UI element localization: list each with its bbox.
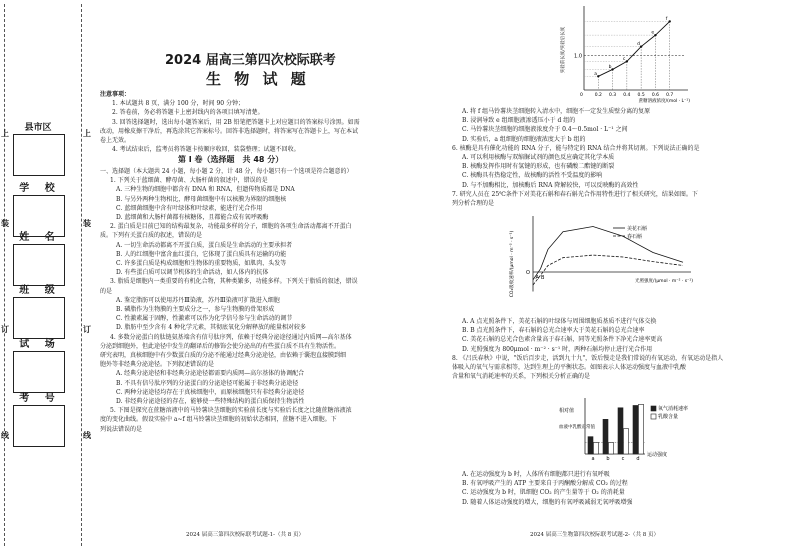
bar-lactate [594,442,599,454]
note-3-cont2: 卷上无效。 [100,137,131,145]
footer-left: 2024 届高三第四次校际联考试题-1-（共 8 页） [186,532,304,538]
questions-right [452,107,790,208]
x-tick-label: 0.7 [666,93,674,98]
binding-line-outer [4,4,5,546]
x-tick-label: 0.5 [637,93,645,98]
side-mark-ding-2: 订 [83,325,91,334]
binding-line-inner [81,4,82,546]
x-tick-label: c [621,456,625,462]
q1-stem: 1. 下列关于蓝细菌、酵母菌、大肠杆菌的叙述中，错误的是 [110,177,268,185]
field-label-school: 学 校 [19,183,61,194]
q7-option-c: C. 美花石斛的总光合色素含量高于春石斛，同等光照条件下净光合速率更高 [462,336,663,344]
q3-option-d: D. 脂肪中至少含有 4 种化学元素，其彻底氧化分解释放的能量相对较多 [116,324,307,332]
q4-stem-2: 分泌到细胞外，但此途径中发生的翻译后的修饰会使分泌出的有些蛋白质不具有生物活性。 [100,342,341,350]
q8-chart [545,392,715,467]
questions-right-2 [452,317,790,381]
point-label: e [651,30,655,36]
footer-right: 2024 届高三生物第四次校际联考试题-2-（共 8 页） [530,532,659,538]
side-mark-zhuang-2: 装 [83,219,91,228]
legend-label-1: 氧气消耗速率 [658,406,689,412]
q8-option-d: D. 随着人体运动强度的增大，细胞的有氧呼吸减弱无氧呼吸增强 [462,498,633,506]
notes-heading: 注意事项： [100,91,131,98]
field-label-class: 班 级 [19,285,61,296]
note-3-cont: 改动，用橡皮擦干净后，再选涂其它答案标号。回答非选择题时，将答案写在答题卡上，写在本试 [100,127,359,135]
q3-option-a: A. 鉴定脂肪可以使用苏丹Ⅲ染液，苏丹Ⅲ染液可扩散进入细胞 [116,296,280,304]
bar-lactate [609,442,614,454]
note-4: 4. 考试结束后，监考员将答题卡按顺序收回，装袋整理；试题不回收。 [112,146,300,154]
q3-option-b: B. 磷脂作为生物膜的主要成分之一，参与生物膜的骨架形成 [116,306,275,314]
q8-stem-1: 8. 《吕氏春秋》中说，"饭后百步走，活到九十九"，饭后慢走是我们常说的有氧运动，有氧运动是指人 [452,354,724,362]
q5-option-b: B. 浸润导致 e 组细胞液渗透压小于 d 组的 [462,117,576,125]
q8-stem-2: 体吸入的氧气与需求相等，达到生理上的平衡状态。如图表示人体运动强度与血液中乳酸 [452,364,687,372]
q5-stem-2: 度的变化曲线。假设实验中 a~f 组马铃薯块茎细胞的初始状态相同，蔗糖不进入细胞。下 [100,416,337,424]
q1-option-d: D. 蓝细菌和大肠杆菌都有核糖体，且都能合成有氧呼吸酶 [116,214,269,222]
section-intro: 一、选择题（本大题共 24 小题，每小题 2 分，计 48 分，每小题只有一个选项是符合题意的） [100,168,353,175]
bar-oxygen [603,419,608,454]
x-tick-label: a [591,456,595,462]
q6-option-d: D. 与不加酶相比，加核酶后 RNA 降解较快，可以反映酶的高效性 [462,181,639,189]
x-tick-label: 0.6 [651,93,660,98]
q1-option-c: C. 蓝细菌细胞中含有叶绿体和叶绿素，能进行光合作用 [116,204,263,212]
notes-block [100,90,422,154]
bar-oxygen [633,405,638,454]
subject-title: 生 物 试 题 [206,70,310,88]
q5-chart [558,2,694,108]
q2-option-a: A. 一切生命活动都离不开蛋白质，蛋白质是生命活动的主要承担者 [116,241,293,249]
x-tick-label: 0.2 [594,93,602,98]
x-axis-label: 蔗糖溶液浓度/(mol · L⁻¹) [638,99,690,104]
side-mark-xian-2: 线 [83,431,91,440]
x-axis-label: 光照强度/(μmol · m⁻² · s⁻¹) [635,279,693,284]
q8-stem-3: 含量和氧气消耗速率的关系，下列相关分析正确的是 [452,373,591,381]
side-mark-xian: 线 [1,431,9,440]
exam-title: 2024 届高三第四次校际联考 [165,53,336,68]
q4-stem-4: 胞外等非经典分泌途径。下列叙述错误的是 [100,361,215,369]
bar-oxygen [588,437,593,454]
q7-option-a: A. A 点光照条件下，美花石斛的叶绿体与周围细胞质基质不进行气体交换 [462,318,657,325]
q3-stem-2: 的是 [100,287,113,295]
q4-stem-1: 4. 多数分泌蛋白的肽链氨基端含有信号肽序列，依赖于经典分泌途径通过内质网—高尔基体 [110,333,352,341]
binding-strip [0,0,96,550]
legend-swatch-2 [651,414,656,419]
section-title: 第 Ⅰ 卷（选择题 共 48 分） [178,155,284,164]
y-axis-label: 实验前长度/实验后长度 [561,26,566,74]
field-box-name[interactable] [13,244,65,286]
q6-option-c: C. 核酶具有热稳定性，故核酶的活性不受温度的影响 [462,172,603,180]
side-mark-ding: 订 [1,325,9,334]
q8-option-b: B. 有氧呼吸产生的 ATP 主要来自于丙酮酸分解成 CO₂ 的过程 [462,480,628,488]
q3-stem-1: 3. 脂质是细胞内一类重要的有机化合物，其种类繁多，功能多样。下列关于脂质的叙述，错误 [110,278,358,286]
q4-option-b: B. 不具有信号肽序列的分泌蛋白的分泌途径可能属于非经典分泌途径 [116,379,299,387]
y-axis-label: 相对值 [559,408,575,414]
q6-stem: 6. 核酶是具有催化功能的 RNA 分子，能与特定的 RNA 结合并将其切割。下列说法正确的是 [452,144,700,152]
field-box-room[interactable] [13,351,65,393]
q5-option-a: A. 将 f 组马铃薯块茎细胞转入清水中，细胞不一定发生质壁分离的复原 [462,108,651,115]
x-tick-label: b [606,456,610,462]
q2-stem-1: 2. 蛋白质是目前已知的结构最复杂，功能最多样的分子，细胞的各项生命活动都离不开蛋白 [110,223,352,231]
x-tick-label: 0.3 [608,93,617,98]
legend-label-2: 春石斛 [627,234,643,240]
bar-lactate [639,404,644,454]
q4-option-c: C. 两种分泌途径均存在于真核细胞中，而原核细胞只有非经典分泌途径 [116,388,305,396]
q3-option-c: C. 性激素属于固醇，性激素可以作为化学信号参与生命活动的调节 [116,315,293,323]
origin-label: 0 [580,93,583,98]
q2-option-d: D. 有些蛋白质可以调节机体的生命活动，如人体内的抗体 [116,269,269,277]
q6-option-a: A. 可以利用核酶与双缩脲试剂的颜色反应确定其化学本质 [462,154,615,162]
point-label: c [622,56,626,62]
y-tick-label: 1.0 [574,53,582,60]
q4-option-a: A. 经典分泌途径和非经典分泌途径都需要内质网—高尔基体的协调配合 [116,370,305,378]
field-box-number[interactable] [13,405,65,447]
note-3: 3. 回答选择题时，选出每小题答案后，用 2B 铅笔把答题卡上对应题目的答案标号涂黑。如需 [112,118,360,126]
side-mark-zhuang: 装 [1,219,9,228]
y-axis-label: CO₂吸收速率/(μmol · m⁻² · s⁻¹) [510,230,515,298]
point-label: d [637,42,641,48]
bar-oxygen [618,408,623,454]
q7-stem-2: 列分析合理的是 [452,200,495,208]
side-mark-shang: 上 [1,129,9,138]
q2-option-c: C. 许多蛋白质是构成细胞和生物体的重要物质，如肌肉、头发等 [116,260,287,268]
legend-swatch-1 [651,406,656,411]
q2-stem-2: 质。下列有关蛋白质的叙述，错误的是 [100,232,203,240]
q7-option-b: B. B 点光照条件下，春石斛的总光合速率大于美花石斛的总光合速率 [462,327,645,335]
x-tick-label: d [636,456,640,462]
side-mark-shang-2: 上 [83,129,91,138]
questions-right-3 [452,470,790,507]
point-label: b [608,64,612,70]
y-level-label: 血液中乳酸正常值 [559,425,595,430]
field-box-county[interactable] [13,134,65,176]
point-label: a [594,71,598,77]
field-label-county: 县市区 [24,123,52,133]
q4-option-d: D. 非经典分泌途径的存在，能够使一些特殊结构的蛋白质保持生物活性 [116,398,305,406]
x-axis-label: 运动强度 [647,452,668,458]
note-1: 1. 本试题共 8 页，满分 100 分，时间 90 分钟； [112,100,244,108]
field-label-room: 试 场 [19,339,61,350]
field-label-name: 姓 名 [19,232,61,243]
q7-stem-1: 7. 研究人员在 25℃条件下对美花石斛和春石斛光合作用特性进行了相关研究，结果如图。下 [452,190,698,198]
field-label-number: 考 号 [19,393,61,404]
q7-option-d: D. 光照强度为 800μmol · m⁻² · s⁻¹ 时，两种石斛均停止进行光合作用 [462,345,653,353]
point-label: f [665,16,668,22]
point-b-label: B [541,275,545,281]
questions-left [100,167,422,434]
q5-stem-3: 列说法错误的是 [100,425,143,433]
origin-label: O [526,270,530,276]
q8-option-a: A. 在运动强度为 b 时，人体所有细胞都只进行有氧呼吸 [462,471,610,478]
q5-option-d: D. 实验后，a 组细胞的细胞液浓度大于 b 组的 [462,135,586,143]
q5-stem-1: 5. 下图是探究在蔗糖溶液中的马铃薯块茎细胞的实验前长度与实验后长度之比随蔗糖溶液浓 [110,407,352,415]
note-2: 2. 答卷前，务必将答题卡上密封线内的各项目填写清楚。 [112,109,264,117]
x-tick-label: 0.4 [623,93,631,98]
q8-option-c: C. 运动强度为 b 时，肌细胞 CO₂ 的产生量等于 O₂ 的消耗量 [462,489,625,497]
field-box-class[interactable] [13,297,65,339]
q7-chart [505,212,710,316]
bar-lactate [624,429,629,454]
q6-option-b: B. 核酶发挥作用时有氢键的形成，也有磷酸二酯键的断裂 [462,163,615,171]
legend-label-1: 美花石斛 [627,226,648,232]
q1-option-a: A. 三种生物的细胞中都含有 DNA 和 RNA，但遗传物质都是 DNA [116,186,295,194]
q5-option-c: C. 马铃薯块茎细胞的细胞液浓度介于 0.4～0.5mol · L⁻¹ 之间 [462,126,628,134]
q1-option-b: B. 与另外两种生物相比，酵母菌细胞中有以核膜为界限的细胞核 [116,195,287,203]
q4-stem-3: 研究表明，真核细胞中有少数蛋白质的分泌不能通过经典分泌途径，由依赖于囊泡直接膜到细 [100,352,347,360]
point-a-label: A [535,275,539,281]
q2-option-b: B. 人的红细胞中富含血红蛋白，它体现了蛋白质具有运输的功能 [116,250,287,258]
legend-label-2: 乳酸含量 [658,414,679,420]
